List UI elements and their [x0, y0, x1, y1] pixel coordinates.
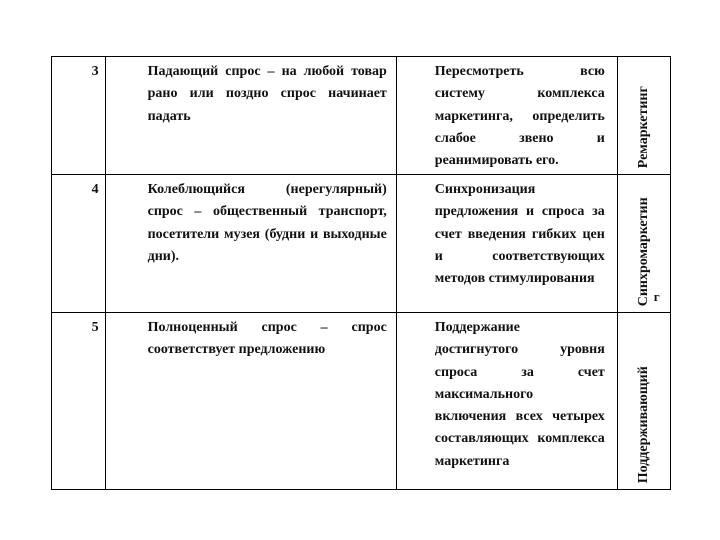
marketing-type: Поддерживающий [635, 365, 651, 483]
marketing-type-tail: г [653, 288, 660, 304]
table-row [52, 175, 671, 313]
table-row [52, 57, 671, 175]
marketing-type: Синхромаркетин [635, 197, 651, 306]
row-number: 4 [52, 175, 106, 313]
marketing-type: Ремаркетинг [635, 85, 651, 168]
demand-cell: Полноценный спрос – спрос соответствует предложению [105, 313, 396, 490]
type-cell [617, 175, 670, 313]
type-cell [617, 313, 670, 490]
row-number: 3 [52, 57, 106, 175]
marketing-types-table [51, 56, 671, 490]
action-cell: Синхронизация предложения и спроса за счет введения гибких цен и соответствующих методов стимулирования [396, 175, 617, 313]
table-row [52, 313, 671, 490]
demand-cell: Колеблющийся (нерегулярный) спрос – общественный транспорт, посетители музея (будни и выходные дни). [105, 175, 396, 313]
type-cell [617, 57, 670, 175]
row-number: 5 [52, 313, 106, 490]
action-cell: Пересмотреть всю систему комплекса маркетинга, определить слабое звено и реанимировать его. [396, 57, 617, 175]
action-cell: Поддержание достигнутого уровня спроса за счет максимального включения всех четырех составляющих комплекса маркетинга [396, 313, 617, 490]
demand-cell: Падающий спрос – на любой товар рано или поздно спрос начинает падать [105, 57, 396, 175]
